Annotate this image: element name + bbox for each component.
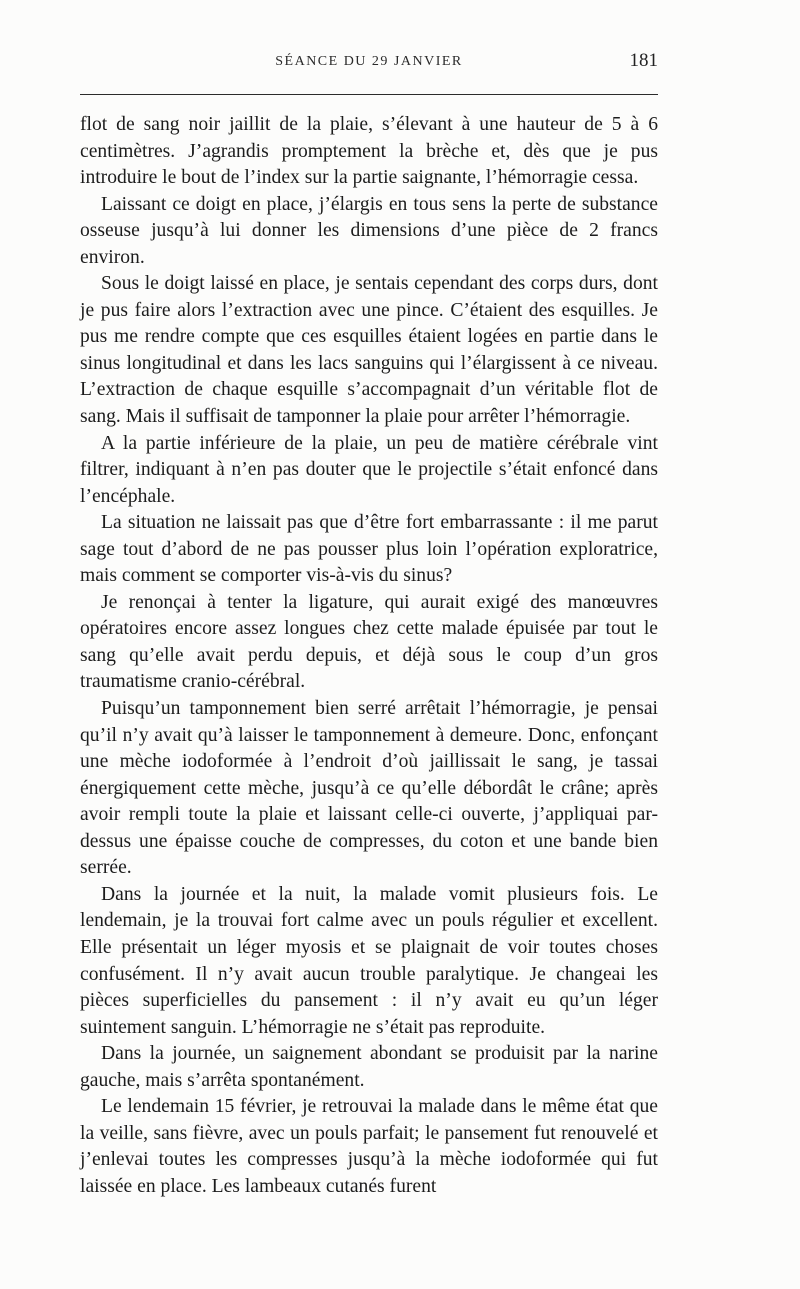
page-number: 181	[629, 50, 658, 71]
paragraph: Laissant ce doigt en place, j’élargis en tous sens la perte de substance osseuse jusqu’à lui donner les dimensions d’une pièce de 2 francs environ.	[80, 193, 658, 268]
paragraph-continuation: flot de sang noir jaillit de la plaie, s’élevant à une hauteur de 5 à 6 centimètres. J’agrandis promptement la brèche et, dès que je pus introduire le bout de l’index sur la partie saignante, l’hémorragie cessa.	[80, 114, 658, 189]
paragraph: Dans la journée, un saignement abondant se produisit par la narine gauche, mais s’arrêta spontanément.	[80, 1043, 658, 1091]
running-head	[80, 48, 658, 78]
paragraph: Je renonçai à tenter la ligature, qui aurait exigé des manœuvres opératoires encore assez longues chez cette malade épuisée par tout le sang qu’elle avait perdu depuis, et déjà sous le coup d’un gros traumatisme cranio-cérébral.	[80, 591, 658, 693]
paragraph: La situation ne laissait pas que d’être fort embarrassante : il me parut sage tout d’abord de ne pas pousser plus loin l’opération exploratrice, mais comment se comporter vis-à-vis du sinus?	[80, 512, 658, 587]
running-title: SÉANCE DU 29 JANVIER	[275, 54, 463, 69]
paragraph: Dans la journée et la nuit, la malade vomit plusieurs fois. Le lendemain, je la trouvai fort calme avec un pouls régulier et excellent. Elle présentait un léger myosis et se plaignait de voir toutes choses confusément. Il n’y avait aucun trouble paralytique. Je changeai les pièces superficielles du pansement : il n’y avait eu qu’un léger suintement sanguin. L’hémorragie ne s’était pas reproduite.	[80, 883, 658, 1038]
paragraph: Sous le doigt laissé en place, je sentais cependant des corps durs, dont je pus faire alors l’extraction avec une pince. C’étaient des esquilles. Je pus me rendre compte que ces esquilles étaient logées en partie dans le sinus longitudinal et dans les lacs sanguins qui l’élargissent à ce niveau. L’extraction de chaque esquille s’accompagnait d’un véritable flot de sang. Mais il suffisait de tamponner la plaie pour arrêter l’hémorragie.	[80, 273, 658, 428]
body-text	[80, 112, 658, 1200]
paragraph: Le lendemain 15 février, je retrouvai la malade dans le même état que la veille, sans fièvre, avec un pouls parfait; le pansement fut renouvelé et j’enlevai toutes les compresses jusqu’à la mèche iodoformée qui fut laissée en place. Les lambeaux cutanés furent	[80, 1096, 658, 1197]
paragraph: A la partie inférieure de la plaie, un peu de matière cérébrale vint filtrer, indiquant à n’en pas douter que le projectile s’était enfoncé dans l’encéphale.	[80, 432, 658, 507]
paragraph: Puisqu’un tamponnement bien serré arrêtait l’hémorragie, je pensai qu’il n’y avait qu’à laisser le tamponnement à demeure. Donc, enfonçant une mèche iodoformée à l’endroit d’où jaillissait le sang, je tassai énergiquement cette mèche, jusqu’à ce qu’elle débordât le crâne; après avoir rempli toute la plaie et laissant celle-ci ouverte, j’appliquai par-dessus une épaisse couche de compresses, du coton et une bande bien serrée.	[80, 698, 658, 879]
header-rule	[80, 94, 658, 95]
